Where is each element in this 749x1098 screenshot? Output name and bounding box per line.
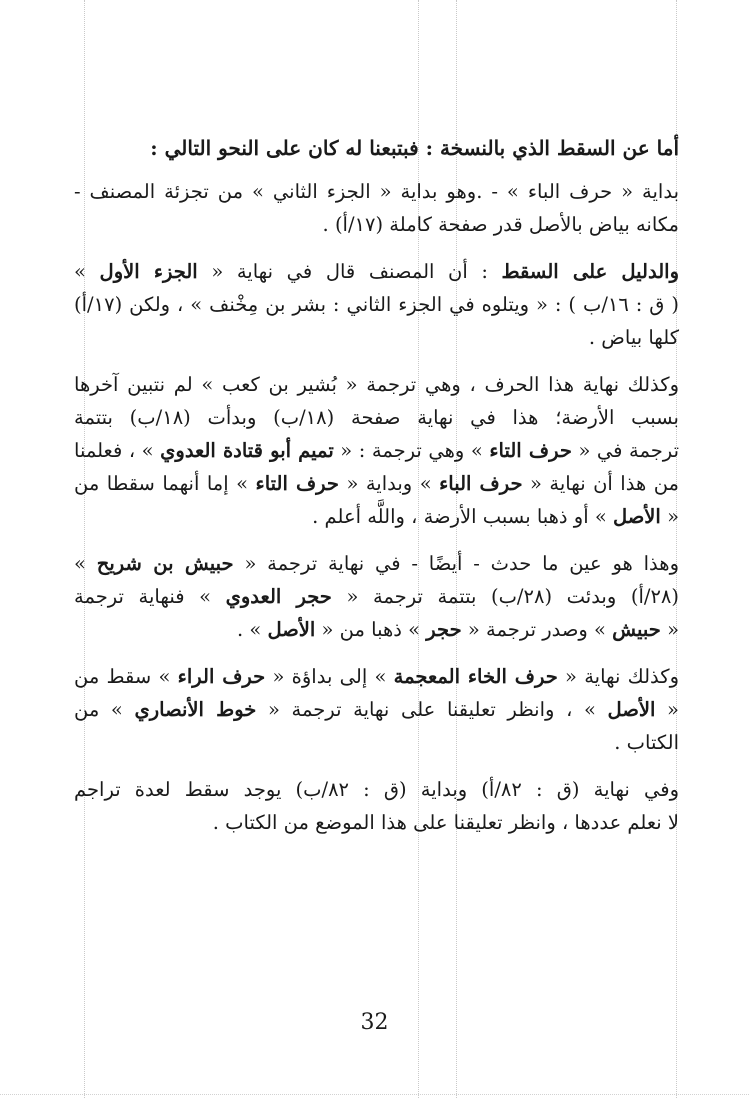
text-line: وكذلك نهاية هذا الحرف ، وهي ترجمة « بُشير بن كعب » لم نتبين آخرها xyxy=(74,373,679,396)
bold-term: والدليل على السقط xyxy=(501,260,679,283)
bold-term: حرف الباء xyxy=(439,472,523,495)
bold-term: الأصل xyxy=(267,618,316,641)
bold-term: حرف التاء xyxy=(255,472,339,495)
text-line: « الأصل » ، وانظر تعليقنا على نهاية ترجمة « خوط الأنصاري » من xyxy=(74,698,679,721)
text-line: وفي نهاية (ق : ٨٢/أ) وبداية (ق : ٨٢/ب) يوجد سقط لعدة تراجم xyxy=(74,778,679,801)
text-line: كلها بياض . xyxy=(588,326,679,349)
text-line: من هذا أن نهاية « حرف الباء » وبداية « حرف التاء » إما أنهما سقطا من xyxy=(74,472,679,495)
bold-term: الجزء الأول xyxy=(99,260,198,283)
page-number: 32 xyxy=(360,1010,389,1035)
text-line: « حبيش » وصدر ترجمة « حجر » ذهبا من « الأصل » . xyxy=(236,618,679,641)
scan-guide-line xyxy=(0,1094,749,1095)
text-line: ترجمة في « حرف التاء » وهي ترجمة : « تميم أبو قتادة العدوي » ، فعلمنا xyxy=(74,439,679,462)
text-line: « الأصل » أو ذهبا بسبب الأرضة ، واللَّه أعلم . xyxy=(312,505,679,528)
text-line: مكانه بياض بالأصل قدر صفحة كاملة (١٧/أ) . xyxy=(322,213,679,236)
paragraph-4 xyxy=(74,547,679,646)
page-body xyxy=(74,132,679,853)
paragraph-6 xyxy=(74,773,679,839)
text-line: بسبب الأرضة؛ هذا في نهاية صفحة (١٨/ب) وبدأت (١٨/ب) بتتمة xyxy=(74,406,679,429)
bold-term: حبيش بن شريح xyxy=(96,552,234,575)
text-line: (٢٨/أ) وبدئت (٢٨/ب) بتتمة ترجمة « حجر العدوي » فنهاية ترجمة xyxy=(74,585,679,608)
bold-term: خوط الأنصاري xyxy=(134,698,257,721)
paragraph-1 xyxy=(74,175,679,241)
text-line: والدليل على السقط : أن المصنف قال في نهاية « الجزء الأول » xyxy=(74,260,679,283)
paragraph-5 xyxy=(74,660,679,759)
bold-term: تميم أبو قتادة العدوي xyxy=(160,439,334,462)
bold-term: حجر العدوي xyxy=(225,585,332,608)
section-heading: أما عن السقط الذي بالنسخة : فبتبعنا له كان على النحو التالي : xyxy=(150,136,679,160)
paragraph-3 xyxy=(74,368,679,533)
text-line: وهذا هو عين ما حدث - أيضًا - في نهاية ترجمة « حبيش بن شريح » xyxy=(74,552,679,575)
bold-term: الأصل xyxy=(612,505,661,528)
paragraph-2 xyxy=(74,255,679,354)
bold-term: حجر xyxy=(426,618,462,641)
text-line: بداية « حرف الباء » - .وهو بداية « الجزء الثاني » من تجزئة المصنف - xyxy=(74,180,679,203)
bold-term: حرف الراء xyxy=(177,665,266,688)
text-line: ( ق : ١٦/ب ) : « ويتلوه في الجزء الثاني : بشر بن مِخْنف » ، ولكن (١٧/أ) xyxy=(74,293,679,316)
bold-term: حرف التاء xyxy=(489,439,572,462)
bold-term: حبيش xyxy=(612,618,661,641)
bold-term: الأصل xyxy=(607,698,656,721)
bold-term: حرف الخاء المعجمة xyxy=(393,665,558,688)
text-line: الكتاب . xyxy=(614,731,679,754)
text-line: لا نعلم عددها ، وانظر تعليقنا على هذا الموضع من الكتاب . xyxy=(212,811,679,834)
text-line: وكذلك نهاية « حرف الخاء المعجمة » إلى بداؤة « حرف الراء » سقط من xyxy=(74,665,679,688)
